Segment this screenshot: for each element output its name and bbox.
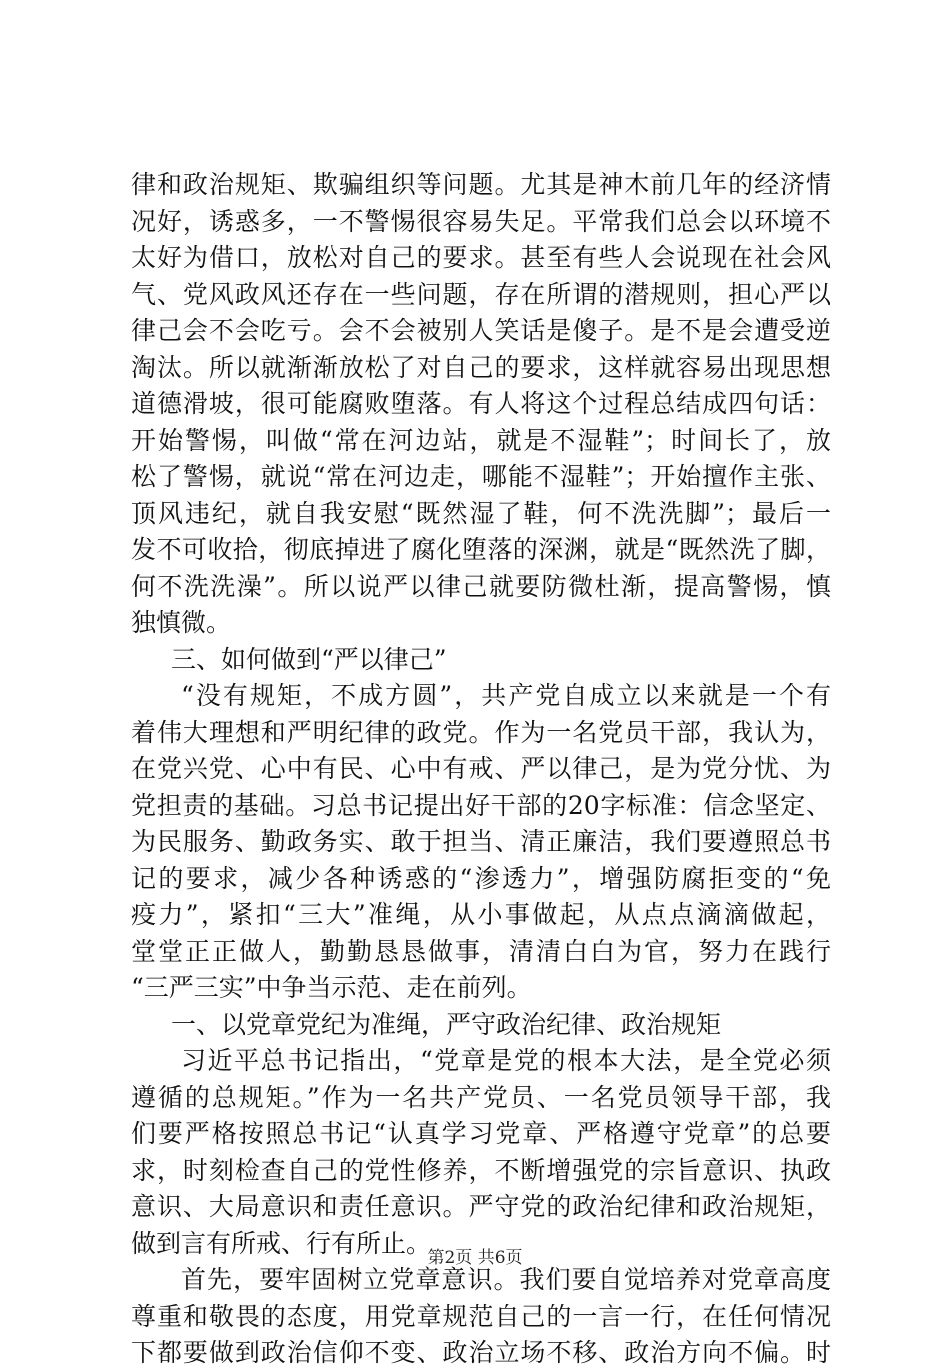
text-line: 求，时刻检查自己的党性修养，不断增强党的宗旨意识、执政 [131,1155,831,1185]
text-line: “三严三实”中争当示范、走在前列。 [131,973,532,1002]
text-line: 意识、大局意识和责任意识。严守党的政治纪律和政治规矩， [131,1192,831,1221]
document-body [131,167,831,1372]
text-line: 尊重和敬畏的态度，用党章规范自己的一言一行，在任何情况 [131,1301,831,1331]
text-line: 何不洗洗澡”。所以说严以律己就要防微杜渐，提高警惕，慎 [131,571,831,601]
text-line: 发不可收拾，彻底掉进了腐化堕落的深渊，就是“既然洗了脚， [131,535,831,564]
text-line: 党担责的基础。习总书记提出好干部的20字标准：信念坚定、 [131,790,831,820]
text-line: 疫力”，紧扣“三大”准绳，从小事做起，从点点滴滴做起， [131,900,831,929]
text-line: 道德滑坡，很可能腐败堕落。有人将这个过程总结成四句话： [131,389,831,418]
text-line: 着伟大理想和严明纪律的政党。作为一名党员干部，我认为， [131,717,831,747]
text-line: 记的要求，减少各种诱惑的“渗透力”，增强防腐拒变的“免 [131,863,831,893]
text-line: 在党兴党、心中有民、心中有戒、严以律己，是为党分忧、为 [131,754,831,783]
text-line: 独慎微。 [131,608,232,637]
text-line: 们要严格按照总书记“认真学习党章、严格遵守党章”的总要 [131,1119,831,1148]
text-line: 淘汰。所以就渐渐放松了对自己的要求，这样就容易出现思想 [131,352,831,382]
section-heading: 三、如何做到“严以律己” [171,644,447,674]
text-line: 况好，诱惑多，一不警惕很容易失足。平常我们总会以环境不 [131,206,831,236]
text-line: 顶风违纪，就自我安慰“既然湿了鞋，何不洗洗脚”；最后一 [131,498,831,528]
text-line: 律和政治规矩、欺骗组织等问题。尤其是神木前几年的经济情 [131,170,831,199]
text-line: 堂堂正正做人，勤勤恳恳做事，清清白白为官，努力在践行 [131,936,831,966]
text-line: 下都要做到政治信仰不变、政治立场不移、政治方向不偏。时 [131,1338,831,1367]
text-line: 首先，要牢固树立党章意识。我们要自觉培养对党章高度 [181,1265,831,1294]
section-heading: 一、以党章党纪为准绳，严守政治纪律、政治规矩 [171,1009,722,1039]
text-line: 律己会不会吃亏。会不会被别人笑话是傻子。是不是会遭受逆 [131,316,831,345]
text-line: 气、党风政风还存在一些问题，存在所谓的潜规则，担心严以 [131,279,831,309]
text-line: 为民服务、勤政务实、敢于担当、清正廉洁，我们要遵照总书 [131,827,831,856]
page-number-footer: 第2页 共6页 [427,1248,523,1268]
text-line: 太好为借口，放松对自己的要求。甚至有些人会说现在社会风 [131,243,831,272]
text-line: 开始警惕，叫做“常在河边站，就是不湿鞋”；时间长了，放 [131,425,831,455]
text-line: 做到言有所戒、行有所止。 [131,1228,432,1258]
text-line: 遵循的总规矩。”作为一名共产党员、一名党员领导干部，我 [131,1082,831,1112]
text-line: 松了警惕，就说“常在河边走，哪能不湿鞋”；开始擅作主张、 [131,462,831,491]
text-line: “没有规矩，不成方圆”，共产党自成立以来就是一个有 [181,681,831,710]
text-line: 习近平总书记指出，“党章是党的根本大法，是全党必须 [181,1046,831,1075]
